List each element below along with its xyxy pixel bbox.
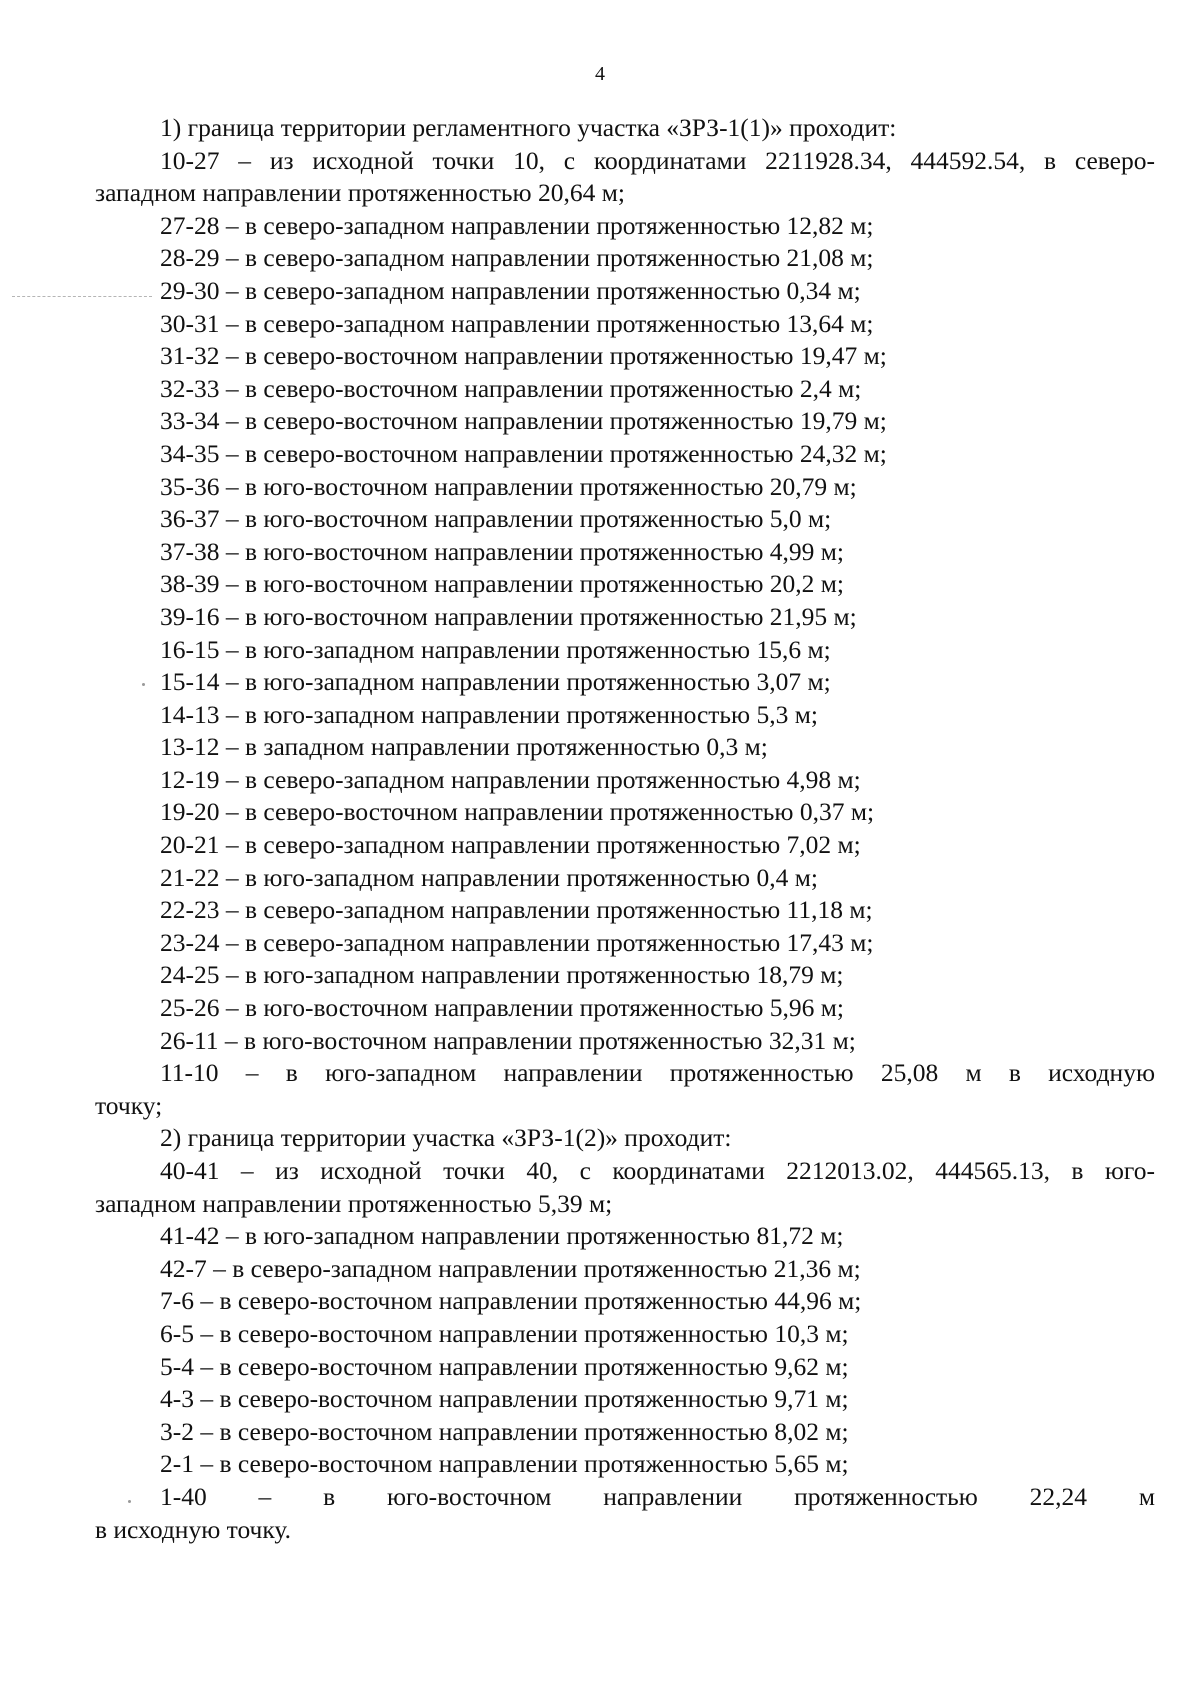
boundary-segment-line: 29-30 – в северо-западном направлении протяженностью 0,34 м;: [160, 275, 861, 305]
section-1-start-line: 10-27 – из исходной точки 10, с координатами 2211928.34, 444592.54, в северо-: [160, 145, 1155, 175]
boundary-segment-line: 21-22 – в юго-западном направлении протяженностью 0,4 м;: [160, 862, 818, 892]
boundary-segment-line: 12-19 – в северо-западном направлении протяженностью 4,98 м;: [160, 764, 861, 794]
boundary-segment-line: 6-5 – в северо-восточном направлении протяженностью 10,3 м;: [160, 1318, 849, 1348]
section-1-end-continuation: точку;: [95, 1090, 163, 1120]
section-2-start-continuation: западном направлении протяженностью 5,39 м;: [95, 1188, 613, 1218]
boundary-segment-line: 19-20 – в северо-восточном направлении протяженностью 0,37 м;: [160, 797, 875, 827]
section-1-segment-list: [95, 210, 1155, 1057]
section-2-heading: 2) граница территории участка «ЗРЗ-1(2)» проходит:: [160, 1123, 732, 1153]
boundary-segment-line: 39-16 – в юго-восточном направлении протяженностью 21,95 м;: [160, 601, 857, 631]
boundary-segment-line: 14-13 – в юго-западном направлении протяженностью 5,3 м;: [160, 699, 818, 729]
section-1-end-line: 11-10 – в юго-западном направлении протяженностью 25,08 м в исходную: [160, 1058, 1155, 1088]
section-1-start-continuation: западном направлении протяженностью 20,64 м;: [95, 178, 625, 208]
section-2-start-line: 40-41 – из исходной точки 40, с координатами 2212013.02, 444565.13, в юго-: [160, 1156, 1155, 1185]
boundary-segment-line: 4-3 – в северо-восточном направлении протяженностью 9,71 м;: [160, 1384, 849, 1414]
boundary-segment-line: 36-37 – в юго-восточном направлении протяженностью 5,0 м;: [160, 504, 832, 534]
boundary-segment-line: 13-12 – в западном направлении протяженностью 0,3 м;: [160, 732, 768, 762]
section-2-end-line: 1-40 – в юго-восточном направлении протяженностью 22,24 м: [160, 1481, 1155, 1511]
boundary-segment-line: 24-25 – в юго-западном направлении протяженностью 18,79 м;: [160, 960, 844, 990]
boundary-segment-line: 5-4 – в северо-восточном направлении протяженностью 9,62 м;: [160, 1351, 849, 1381]
boundary-segment-line: 22-23 – в северо-западном направлении протяженностью 11,18 м;: [160, 895, 873, 925]
boundary-segment-line: 3-2 – в северо-восточном направлении протяженностью 8,02 м;: [160, 1416, 849, 1446]
boundary-segment-line: 32-33 – в северо-восточном направлении протяженностью 2,4 м;: [160, 373, 862, 403]
section-2-segment-list: [95, 1220, 1155, 1481]
boundary-segment-line: 2-1 – в северо-восточном направлении протяженностью 5,65 м;: [160, 1449, 849, 1479]
boundary-segment-line: 7-6 – в северо-восточном направлении протяженностью 44,96 м;: [160, 1286, 862, 1316]
boundary-segment-line: 37-38 – в юго-восточном направлении протяженностью 4,99 м;: [160, 536, 845, 566]
boundary-segment-line: 16-15 – в юго-западном направлении протяженностью 15,6 м;: [160, 634, 831, 664]
section-1-heading: 1) граница территории регламентного участка «ЗРЗ-1(1)» проходит:: [160, 113, 897, 142]
boundary-segment-line: 25-26 – в юго-восточном направлении протяженностью 5,96 м;: [160, 993, 845, 1023]
boundary-segment-line: 15-14 – в юго-западном направлении протяженностью 3,07 м;: [160, 667, 831, 697]
boundary-segment-line: 33-34 – в северо-восточном направлении протяженностью 19,79 м;: [160, 406, 887, 436]
boundary-segment-line: 30-31 – в северо-западном направлении протяженностью 13,64 м;: [160, 308, 874, 338]
boundary-segment-line: 26-11 – в юго-восточном направлении протяженностью 32,31 м;: [160, 1025, 856, 1055]
boundary-segment-line: 31-32 – в северо-восточном направлении протяженностью 19,47 м;: [160, 341, 887, 371]
boundary-segment-line: 35-36 – в юго-восточном направлении протяженностью 20,79 м;: [160, 471, 857, 501]
boundary-segment-line: 38-39 – в юго-восточном направлении протяженностью 20,2 м;: [160, 569, 845, 599]
boundary-segment-line: 20-21 – в северо-западном направлении протяженностью 7,02 м;: [160, 830, 861, 860]
boundary-segment-line: 27-28 – в северо-западном направлении протяженностью 12,82 м;: [160, 210, 874, 240]
boundary-segment-line: 42-7 – в северо-западном направлении протяженностью 21,36 м;: [160, 1253, 861, 1283]
section-2-end-continuation: в исходную точку.: [95, 1514, 291, 1544]
page-number: 4: [595, 63, 605, 85]
boundary-segment-line: 23-24 – в северо-западном направлении протяженностью 17,43 м;: [160, 927, 874, 957]
boundary-segment-line: 28-29 – в северо-западном направлении протяженностью 21,08 м;: [160, 243, 874, 273]
boundary-segment-line: 41-42 – в юго-западном направлении протяженностью 81,72 м;: [160, 1221, 844, 1251]
document-body: [95, 112, 1155, 1546]
boundary-segment-line: 34-35 – в северо-восточном направлении протяженностью 24,32 м;: [160, 438, 887, 468]
